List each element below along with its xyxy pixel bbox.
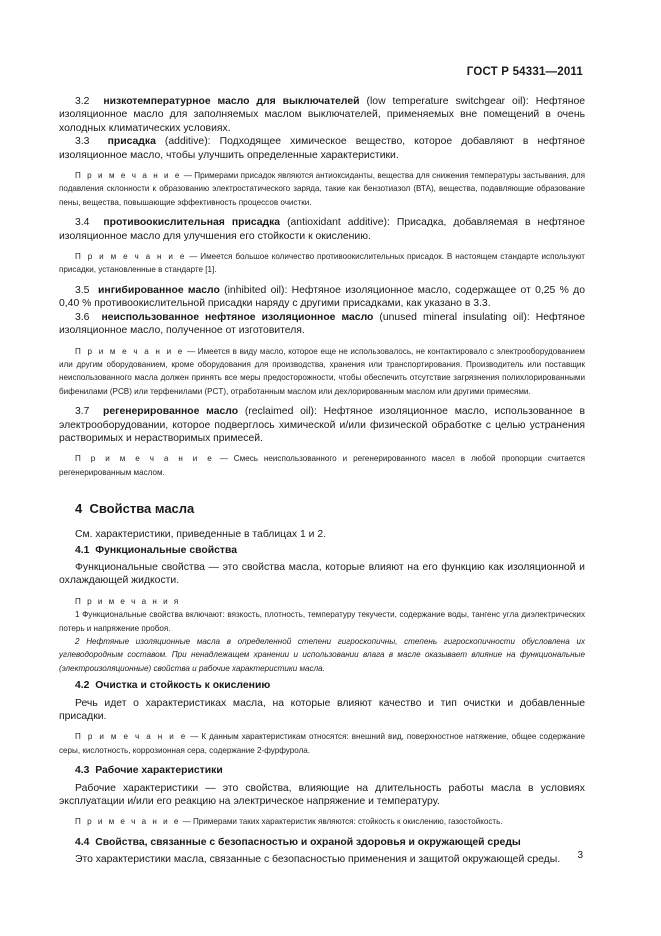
note-text: — Смесь неиспользованного и регенерированного масел в любой пропорции считается регенерированным маслом. — [59, 454, 585, 477]
notes-label: П р и м е ч а н и я — [75, 596, 181, 606]
subsection-4-3-heading — [59, 764, 585, 777]
note-text: — Примерами присадок являются антиоксиданты, вещества для снижения температуры застывания, для подавления склонности к образованию электростатического заряда, такие как бензотиазол (ВТА), вещества, подавляющие образование пены, вещества, повышающие эффективность процессов очистки. — [59, 171, 585, 207]
section-4-heading — [59, 501, 585, 516]
subsection-4-4-heading — [59, 836, 585, 849]
subsection-4-2-heading — [59, 679, 585, 692]
note-3-3 — [59, 169, 585, 209]
note-text: — Примерами таких характеристик являются: стойкость к окислению, газостойкость. — [180, 817, 503, 827]
term-definition: : Присадка, добавляемая в нефтяное изоляционное масло для улучшения его стойкости к окислению. — [59, 217, 585, 242]
term-name: регенерированное масло — [102, 406, 239, 418]
note-label: П р и м е ч а н и е — [75, 171, 182, 181]
subsection-4-1-heading — [59, 544, 585, 557]
term-3-3 — [59, 135, 585, 162]
subsection-title: Рабочие характеристики — [95, 765, 223, 777]
note-text: — Имеется в виду масло, которое еще не использовалось, не контактировало с электрооборудованием или другим оборудованием, кроме оборудования для производства, хранения или транспортирования. Производитель или поставщик неиспользованного масла должен принять все меры предосторожности, чтобы обеспечить отсутствие загрязнения полихлорированными бифенилами (PCB) или терфенилами (PCT), отработанным маслом или дехлорированным маслом или другими примесями. — [59, 346, 585, 396]
page-content — [59, 95, 585, 867]
term-3-4 — [59, 216, 585, 243]
term-definition: : Нефтяное изоляционное масло, содержащее от 0,25 % до 0,40 % противоокислительной присадки наряду с другими присадками, как указано в 3.3. — [59, 284, 586, 310]
section-title: Свойства масла — [89, 501, 195, 517]
note-text: 2 Нефтяные изоляционные масла в определенной степени гигроскопичны, степень гигроскопичности обусловлена их углеводородным составом. При ненадлежащем хранении и использовании влага в масле оказывает влияние на функциональные (электроизоляционные) свойства и рабочие характеристики масла. — [59, 637, 585, 673]
note-4-1-2 — [59, 635, 585, 675]
notes-4-1-label — [59, 595, 585, 608]
term-number: 3.6 — [75, 311, 90, 323]
subsection-number: 4.3 — [75, 765, 90, 777]
term-name: противоокислительная присадка — [103, 217, 281, 229]
note-label: П р и м е ч а н и е — [75, 454, 214, 464]
term-english: (reclaimed oil) — [244, 406, 314, 418]
note-3-7 — [59, 452, 585, 479]
subsection-title: Свойства, связанные с безопасностью и охраной здоровья и окружающей среды — [95, 836, 521, 848]
term-english: (inhibited oil) — [224, 284, 285, 296]
subsection-4-3-text: Рабочие характеристики — это свойства, влияющие на длительность работы масла в условиях эксплуатации и/или его реакцию на электрическое напряжение и температуру. — [59, 782, 585, 808]
term-number: 3.4 — [75, 217, 90, 229]
term-english: (unused mineral insulating oil) — [379, 311, 527, 323]
subsection-title: Функциональные свойства — [95, 544, 237, 556]
standard-header: ГОСТ Р 54331—2011 — [466, 66, 583, 78]
term-number: 3.2 — [75, 96, 90, 107]
term-name: присадка — [107, 136, 156, 148]
note-label: П р и м е ч а н и е — [75, 252, 187, 262]
term-definition: : Подходящее химическое вещество, которое добавляют в нефтяное изоляционное масло, чтобы улучшить определенные характеристики. — [59, 136, 585, 161]
note-4-2 — [59, 730, 585, 757]
note-4-3 — [59, 815, 585, 828]
note-text: — Имеется большое количество противоокислительных присадок. В настоящем стандарте используют присадки, установленные в стандарте [1]. — [59, 252, 585, 275]
term-english: (low temperature switchgear oil) — [366, 96, 526, 107]
section-4-intro: См. характеристики, приведенные в таблицах 1 и 2. — [75, 529, 327, 541]
note-3-6 — [59, 345, 585, 399]
note-label: П р и м е ч а н и е — [75, 732, 188, 742]
note-label: П р и м е ч а н и е — [75, 817, 181, 827]
page-number: 3 — [577, 850, 583, 861]
subsection-title: Очистка и стойкость к окислению — [95, 680, 271, 692]
subsection-4-2-text: Речь идет о характеристиках масла, на которые влияют качество и тип очистки и добавленные присадки. — [59, 697, 585, 723]
subsection-4-4-text: Это характеристики масла, связанные с безопасностью применения и защитой окружающей среды. — [75, 854, 561, 866]
term-number: 3.5 — [75, 284, 90, 296]
term-english: (additive) — [164, 136, 208, 148]
term-3-2 — [59, 95, 585, 135]
subsection-number: 4.1 — [75, 544, 90, 556]
term-definition: : Нефтяное изоляционное масло для заполняемых маслом выключателей, применяемых вне помещений в очень холодных климатических условиях. — [59, 96, 586, 134]
subsection-4-1-text: Функциональные свойства — это свойства масла, которые влияют на его функцию как изоляционной и охлаждающей жидкости. — [59, 561, 585, 587]
term-number: 3.3 — [75, 136, 90, 148]
note-4-1-1: 1 Функциональные свойства включают: вязкость, плотность, температуру текучести, содержание воды, тангенс угла диэлектрических потерь и напряжение пробоя. — [59, 610, 585, 633]
note-label: П р и м е ч а н и е — [75, 346, 185, 356]
term-name: неиспользованное нефтяное изоляционное масло — [101, 311, 374, 323]
term-english: (antioxidant additive) — [287, 217, 388, 229]
term-name: низкотемпературное масло для выключателей — [103, 96, 360, 107]
subsection-number: 4.4 — [75, 836, 90, 848]
term-number: 3.7 — [75, 406, 90, 418]
term-3-7 — [59, 405, 585, 445]
term-3-5 — [59, 284, 585, 311]
section-number: 4 — [75, 501, 83, 517]
term-definition: : Нефтяное изоляционное масло, использованное в электрооборудовании, которое подверглось химической и/или физической обработке с целью устранения растворимых и нерастворимых примесей. — [59, 406, 585, 444]
note-3-4 — [59, 250, 585, 277]
subsection-number: 4.2 — [75, 680, 90, 692]
term-name: ингибированное масло — [98, 284, 220, 296]
note-text: — К данным характеристикам относятся: внешний вид, поверхностное натяжение, общее содержание серы, кислотность, коррозионная сера, содержание 2-фурфурола. — [59, 732, 585, 755]
term-definition: : Нефтяное изоляционное масло, полученное от изготовителя. — [59, 311, 585, 337]
term-3-6 — [59, 311, 585, 338]
